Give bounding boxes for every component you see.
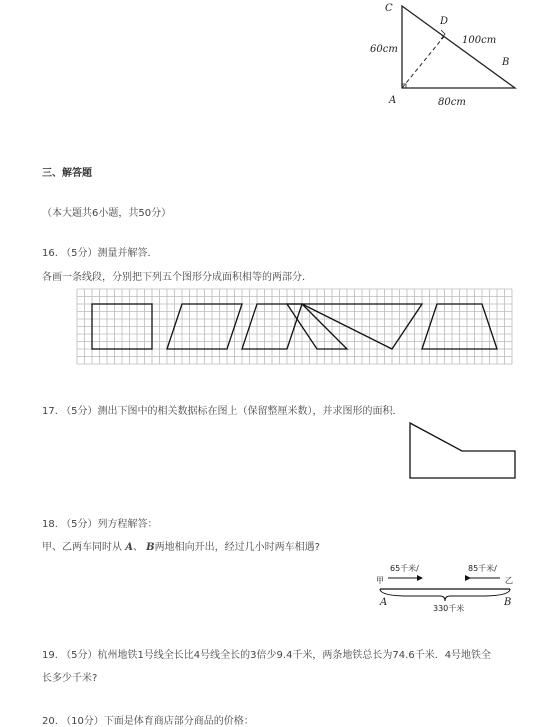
question-20-title: 20. （10分）下面是体育商店部分商品的价格： [42, 716, 254, 727]
q16-grid-figure [72, 288, 524, 368]
grid-svg [72, 288, 524, 368]
vertex-label-c: C [385, 3, 393, 14]
vertex-label-d: D [440, 16, 449, 27]
car-left-label: 甲 [376, 576, 384, 585]
side-label-ca: 60cm [370, 44, 398, 55]
q18-point-a: A [125, 542, 133, 553]
distance-brace [380, 589, 510, 601]
question-17-title: 17. （5分）测出下图中的相关数据标在图上（保留整厘米数），并求图形的面积． [42, 406, 403, 417]
vertex-label-a: A [389, 95, 397, 106]
altitude-line [402, 34, 446, 88]
triangle-shape [402, 6, 515, 88]
question-19-line1: 19. （5分）杭州地铁1号线全长比4号线全长的3倍少9.4千米，两条地铁总长为74.6千米．4号地铁全 [42, 650, 492, 661]
q18-point-b: B [146, 542, 155, 553]
q17-figure [405, 418, 520, 483]
q18-text-suffix: 两地相向开出，经过几小时两车相遇? [154, 542, 320, 553]
speed-right-label: 85千米/ [468, 564, 497, 573]
vertex-label-b: B [502, 57, 510, 68]
speed-left-label: 65千米/ [390, 564, 419, 573]
question-16-instruction: 各画一条线段，分别把下列五个图形分成面积相等的两部分． [42, 272, 312, 283]
q18-text-prefix: 甲、乙两车同时从 [42, 542, 122, 553]
q17-shape-svg [405, 418, 520, 483]
q17-pentagon [410, 423, 515, 478]
diagram-point-b: B [504, 597, 512, 608]
section-heading: 三、解答题 [42, 168, 92, 179]
section-note: （本大题共6小题，共50分） [42, 208, 172, 219]
question-19-line2: 长多少千米? [42, 673, 98, 684]
q18-text-mid: 、 [132, 542, 143, 553]
side-label-ab: 80cm [438, 97, 466, 108]
car-right-label: 乙 [505, 576, 513, 585]
side-label-db: 100cm [462, 35, 497, 46]
question-18-text [42, 538, 320, 553]
question-18-title: 18. （5分）列方程解答： [42, 519, 158, 530]
question-16-title: 16. （5分）测量并解答． [42, 248, 158, 259]
distance-label: 330千米 [433, 604, 465, 613]
diagram-point-a: A [380, 597, 388, 608]
